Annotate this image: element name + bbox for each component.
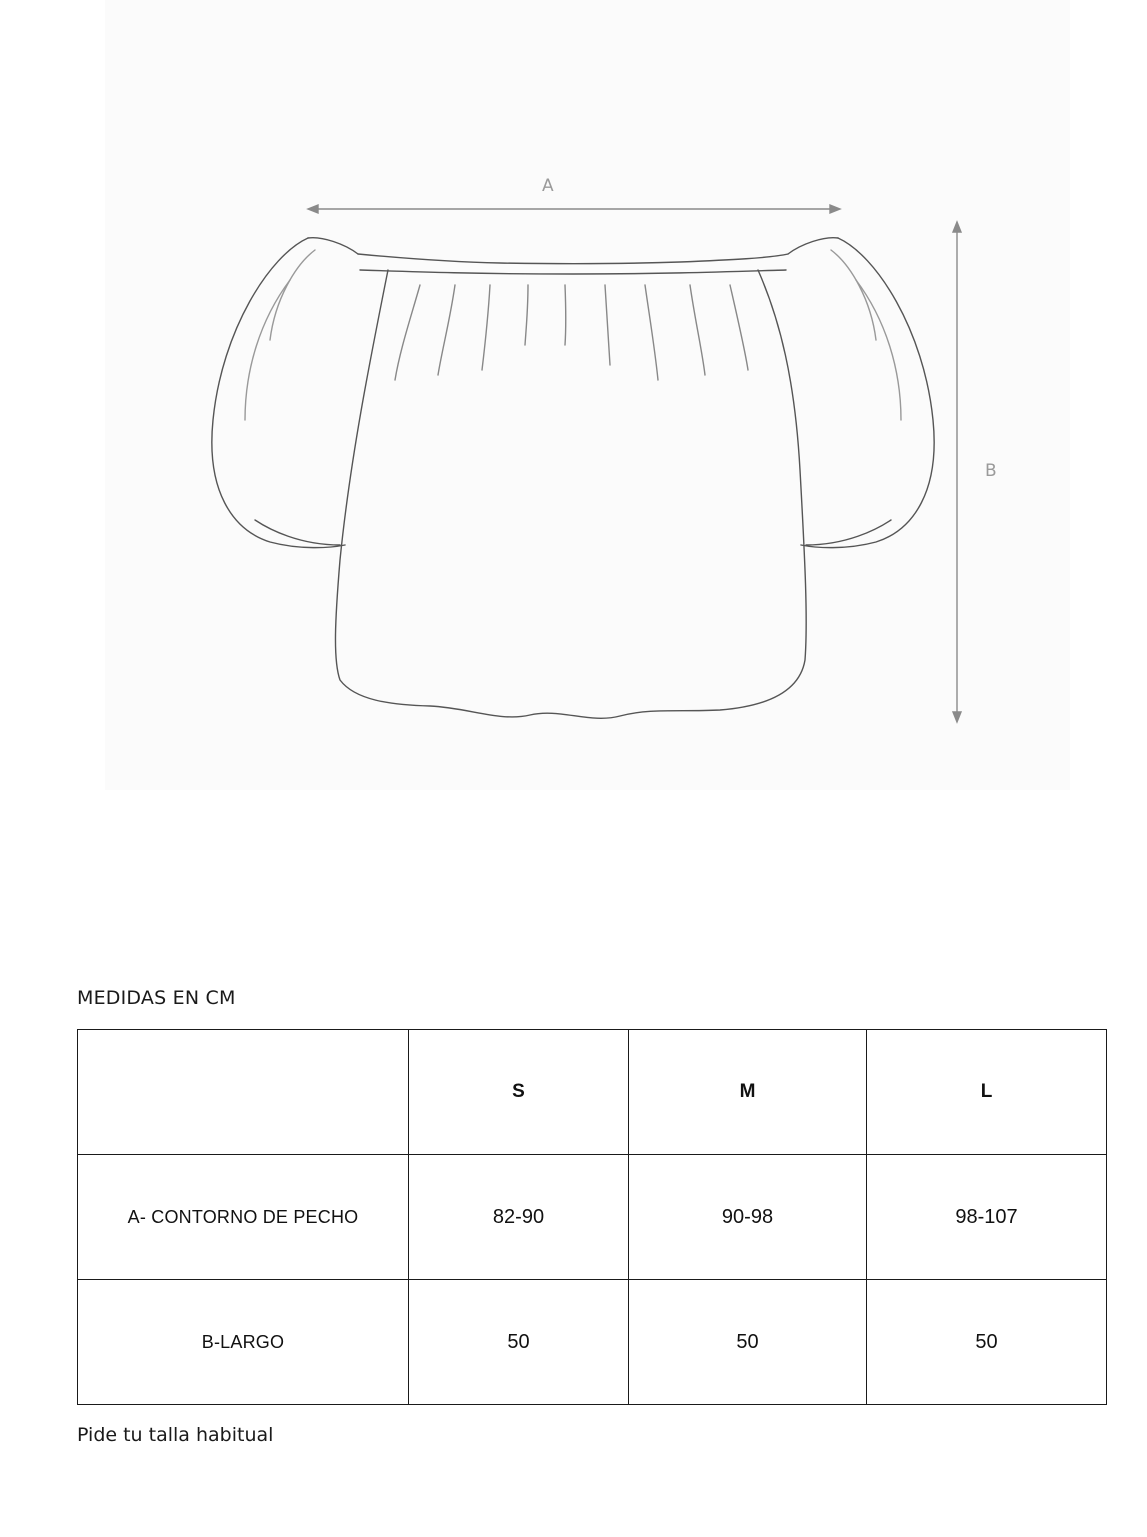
header-cell-size-m: M: [629, 1030, 867, 1155]
header-cell-size-l: L: [867, 1030, 1107, 1155]
table-row: [78, 1280, 1107, 1405]
row-label: A- CONTORNO DE PECHO: [78, 1155, 409, 1280]
header-cell-size-s: S: [409, 1030, 629, 1155]
row-label: B-LARGO: [78, 1280, 409, 1405]
measurements-heading: MEDIDAS EN CM: [77, 987, 236, 1009]
table-row: [78, 1155, 1107, 1280]
header-cell-empty: [78, 1030, 409, 1155]
table-cell: 90-98: [629, 1155, 867, 1280]
table-header-row: [78, 1030, 1107, 1155]
table-cell: 50: [867, 1280, 1107, 1405]
dimension-a-label: A: [542, 176, 554, 196]
size-table: [77, 1029, 1107, 1405]
footer-note: Pide tu talla habitual: [77, 1424, 274, 1446]
table-cell: 82-90: [409, 1155, 629, 1280]
table-cell: 98-107: [867, 1155, 1107, 1280]
dimension-b-label: B: [985, 461, 997, 481]
table-cell: 50: [629, 1280, 867, 1405]
table-cell: 50: [409, 1280, 629, 1405]
